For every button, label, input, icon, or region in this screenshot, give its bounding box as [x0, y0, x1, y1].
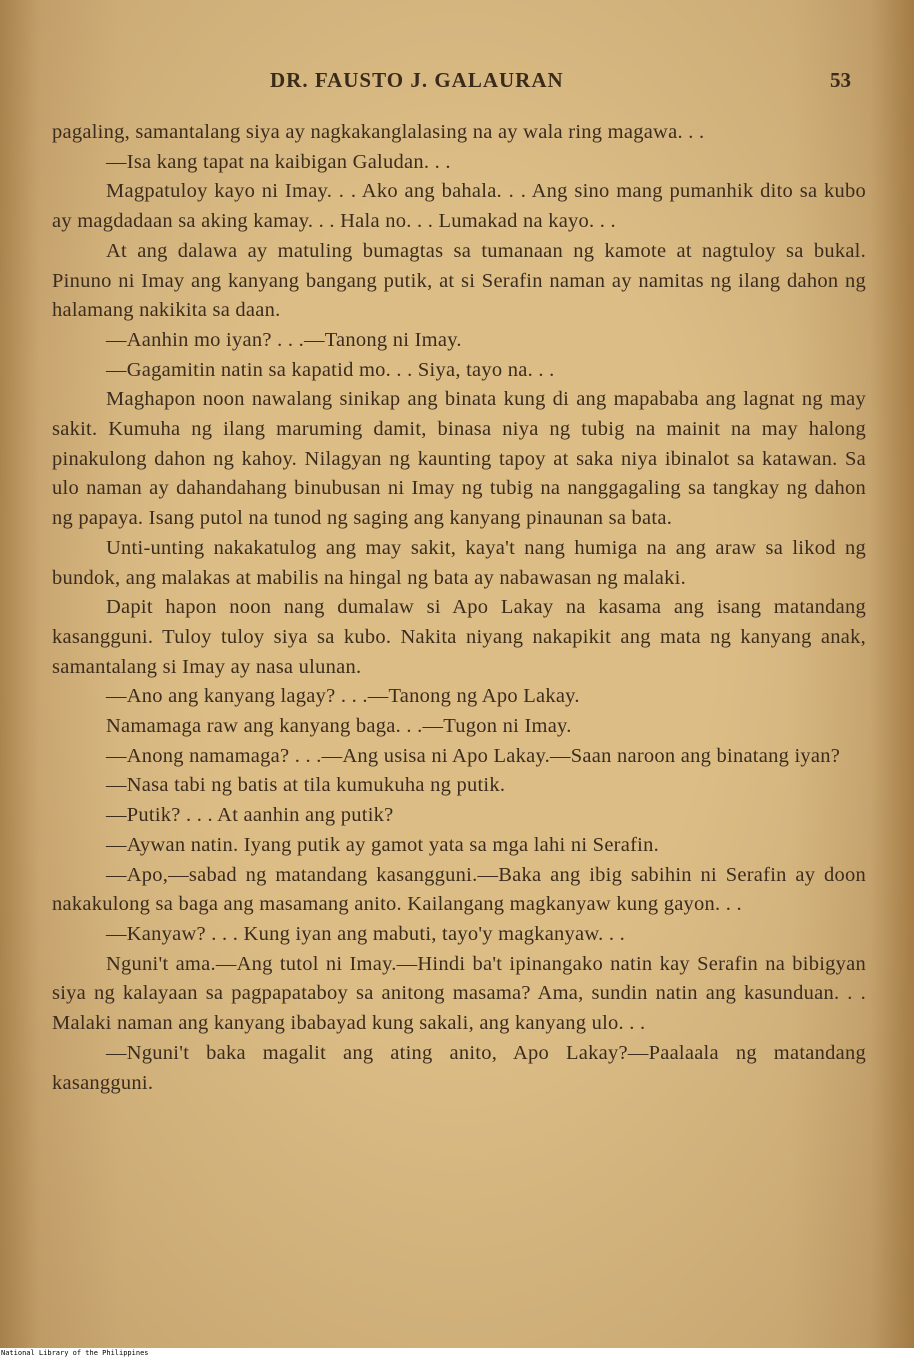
- paragraph: —Putik? . . . At aanhin ang putik?: [106, 804, 394, 827]
- paragraph: Magpatuloy kayo ni Imay. . . Ako ang bahala. . . Ang sino mang pumanhik dito sa kubo ay magdadaan sa aking kamay. . . Hala no. . . Lumakad na kayo. . .: [52, 180, 866, 233]
- paragraph: —Anong namamaga? . . .—Ang usisa ni Apo Lakay.—Saan naroon ang binatang iyan?: [106, 744, 841, 767]
- body-text: [52, 118, 866, 1098]
- paragraph: —Nguni't baka magalit ang ating anito, Apo Lakay?—Paalaala ng matandang kasangguni.: [52, 1041, 866, 1094]
- paragraph: At ang dalawa ay matuling bumagtas sa tumanaan ng kamote at nagtuloy sa bukal. Pinuno ni Imay ang kanyang bangang putik, at si Serafin naman ay namitas ng ilang dahon ng halamang nakikita sa daan.: [52, 239, 866, 322]
- paragraph: —Aanhin mo iyan? . . .—Tanong ni Imay.: [106, 328, 462, 351]
- library-credit: National Library of the Philippines: [0, 1348, 914, 1358]
- paragraph: Nguni't ama.—Ang tutol ni Imay.—Hindi ba't ipinangako natin kay Serafin na bibigyan siya ng kalayaan sa pagpapataboy sa anitong masama? Ama, sundin natin ang kasunduan. . . Malaki naman ang kanyang ibabayad kung sakali, ang kanyang ulo. . .: [52, 952, 866, 1035]
- page-number: 53: [830, 68, 851, 92]
- paragraph: —Isa kang tapat na kaibigan Galudan. . .: [106, 150, 451, 173]
- paragraph: —Kanyaw? . . . Kung iyan ang mabuti, tayo'y magkanyaw. . .: [106, 922, 625, 945]
- paragraph: Dapit hapon noon nang dumalaw si Apo Lakay na kasama ang isang matandang kasangguni. Tuloy tuloy siya sa kubo. Nakita niyang nakapikit ang mata ng kanyang anak, samantalang si Imay ay nasa ulunan.: [52, 596, 866, 678]
- paragraph: —Gagamitin natin sa kapatid mo. . . Siya, tayo na. . .: [106, 358, 555, 381]
- paragraph: —Ano ang kanyang lagay? . . .—Tanong ng Apo Lakay.: [106, 685, 580, 708]
- paragraph: Namamaga raw ang kanyang baga. . .—Tugon ni Imay.: [106, 715, 572, 738]
- paragraph: pagaling, samantalang siya ay nagkakanglalasing na ay wala ring magawa. . .: [52, 121, 705, 143]
- paragraph: Maghapon noon nawalang sinikap ang binata kung di ang mapababa ang lagnat ng may sakit. Kumuha ng ilang maruming damit, binasa niya ng tubig na mainit na may halong pinakulong dahon ng kahoy. Nilagyan ng kaunting tapoy at saka niya ibinalot sa katawan. Sa ulo naman ay dahandahang binubusan ni Imay ng tubig na nanggagaling sa tangkay ng dahon ng papaya. Isang putol na tunod ng saging ang kanyang pinaunan sa bata.: [52, 388, 866, 530]
- paragraph: Unti-unting nakakatulog ang may sakit, kaya't nang humiga na ang araw sa likod ng bundok, ang malakas at mabilis na hingal ng bata ay nabawasan ng malaki.: [52, 536, 866, 589]
- running-head-title: DR. FAUSTO J. GALAURAN: [270, 68, 564, 92]
- paragraph: —Nasa tabi ng batis at tila kumukuha ng putik.: [106, 774, 506, 797]
- running-head: [0, 68, 914, 98]
- paragraph: —Apo,—sabad ng matandang kasangguni.—Baka ang ibig sabihin ni Serafin ay doon nakakulong sa baga ang masamang anito. Kailangang magkanyaw kung gayon. . .: [52, 863, 866, 916]
- paragraph: —Aywan natin. Iyang putik ay gamot yata sa mga lahi ni Serafin.: [106, 833, 659, 856]
